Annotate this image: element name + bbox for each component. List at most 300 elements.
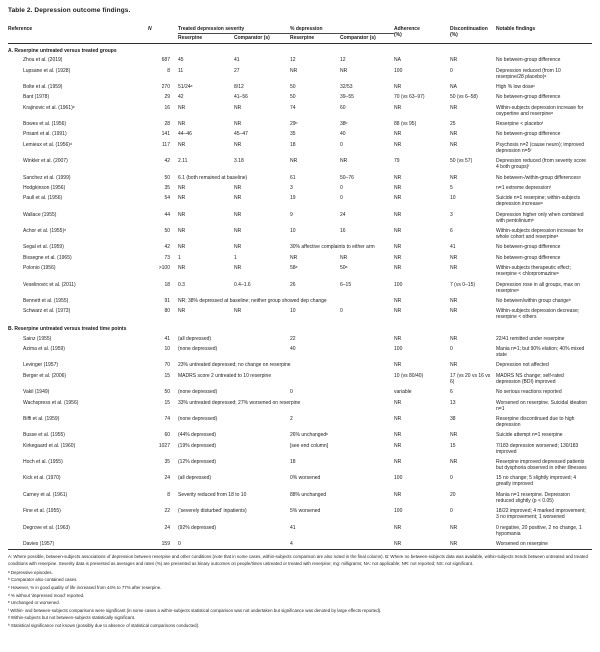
reference-cell: Biffi et al. (1959) [23, 415, 60, 422]
depression-comparator-cell: 60 [340, 104, 346, 111]
n-cell: 80 [164, 308, 170, 315]
findings-cell: Worsened on reserpine. Suicidal ideation n=1 [496, 399, 588, 412]
reference-cell: Bolte et al. (1959) [23, 83, 63, 90]
severity-reserpine-cell: (all depressed) [178, 335, 212, 342]
findings-cell: Reserpine discontinued due to high depression [496, 415, 575, 428]
discontinuation-cell: NR [450, 432, 458, 439]
severity-reserpine-cell: NR [178, 308, 186, 315]
discontinuation-cell: 20 [450, 491, 456, 498]
table-row [8, 539, 592, 550]
discontinuation-cell: NR [450, 131, 458, 138]
discontinuation-cell: 41 [450, 244, 456, 251]
severity-reserpine-cell: (none depressed) [178, 346, 218, 353]
section-row [8, 323, 592, 334]
discontinuation-cell: 25 [450, 121, 456, 128]
severity-reserpine-cell: MADRS score 2 untreated to 10 reserpine [178, 372, 272, 379]
severity-comparator-cell: NR [234, 228, 242, 235]
depression-comparator-cell: 50ᵃ [340, 265, 348, 272]
discontinuation-cell: 3 [450, 211, 453, 218]
table-row [8, 360, 592, 370]
reference-cell: Kirkegaard et al. (1960) [23, 442, 76, 449]
discontinuation-cell: NR [450, 265, 458, 272]
data-table [8, 25, 592, 550]
footnote: ᶜ However, % in good quality of life increased from 44% to 77% after reserpine. [8, 585, 162, 590]
severity-comparator-cell: NR [234, 121, 242, 128]
reference-cell: Hoch et al. (1955) [23, 459, 63, 466]
col-depression-comparator: Comparator (s) [340, 34, 394, 44]
adherence-cell: 100 [394, 475, 403, 482]
n-cell: 41 [164, 335, 170, 342]
depression-comparator-cell: 6–15 [340, 281, 352, 288]
table-row [8, 441, 592, 457]
findings-cell: Suicide n=1 reserpine; within-subjects depression increaseᵃ [496, 195, 581, 208]
reference-cell: Krajinovic et al. (1961)ᵇ [23, 104, 75, 111]
severity-reserpine-cell: ('severely disturbed' inpatients) [178, 508, 247, 515]
reference-cell: Segal et al. (1959) [23, 244, 64, 251]
findings-cell: MADRS NS change; self-rated depression (BDI) improved [496, 372, 564, 385]
adherence-cell: 100 [394, 508, 403, 515]
n-cell: 15 [164, 372, 170, 379]
findings-cell: 0 negative, 20 positive, 2 no change, 1 hypomania [496, 524, 582, 537]
adherence-cell: NR [394, 141, 402, 148]
discontinuation-cell: 17 (vs 20 vs 16 vs 6) [450, 372, 491, 385]
discontinuation-cell: NR [450, 459, 458, 466]
findings-cell: Suicide attempt n=1 reserpine [496, 432, 563, 439]
depression-reserpine-cell: NR [290, 158, 298, 165]
discontinuation-cell: 5 [450, 184, 453, 191]
table-row [8, 156, 592, 172]
depression-comparator-cell: NR [340, 254, 348, 261]
depression-reserpine-cell: 4 [290, 540, 293, 547]
n-cell: 117 [162, 141, 170, 148]
adherence-cell: NR [394, 399, 402, 406]
reference-cell: Achor et al. (1955)ᵈ [23, 228, 67, 235]
severity-reserpine-cell: 0.3 [178, 281, 185, 288]
depression-comparator-cell: 24 [340, 211, 346, 218]
severity-reserpine-cell: 45 [178, 57, 184, 64]
depression-reserpine-cell: NR [290, 67, 298, 74]
severity-comparator-cell: 41 [234, 57, 240, 64]
discontinuation-cell: NA [450, 83, 457, 90]
discontinuation-cell: 15 [450, 442, 456, 449]
discontinuation-cell: NR [450, 540, 458, 547]
table-row [8, 103, 592, 119]
footnote: ᵇ Comparator also contained cases. [8, 577, 78, 583]
section-label: B. Reserpine untreated versus treated time points [8, 326, 127, 332]
findings-cell: Within-subjects depression increase for whole cohort and reserpineᵃ [496, 228, 584, 241]
adherence-cell: 100 [394, 346, 403, 353]
adherence-cell: NR [394, 104, 402, 111]
adherence-cell: NR [394, 442, 402, 449]
adherence-cell: NR [394, 174, 402, 181]
severity-reserpine-cell: NR; 38% depressed at baseline; neither group showed dep change [178, 297, 327, 304]
table-row [8, 226, 592, 242]
reference-cell: Lupsane et al. (1928) [23, 67, 71, 74]
findings-cell: 18/22 improved; 4 marked improvement; 3 no improvement; 1 worsened [496, 508, 586, 521]
table-row [8, 129, 592, 139]
table-row [8, 140, 592, 156]
findings-cell: 22/41 remitted under reserpine [496, 335, 565, 342]
discontinuation-cell: 0 [450, 67, 453, 74]
table-row [8, 279, 592, 295]
adherence-cell: NR [394, 244, 402, 251]
severity-reserpine-cell: 11 [178, 67, 184, 74]
footnote: ᶠ Within- and between-subjects comparisons were significant (in some cases a within-subjects statistical comparison was not undertaken but significance was denoted by large effects reported). [8, 607, 382, 613]
depression-reserpine-cell: 2 [290, 415, 293, 422]
col-group-depression: % depression [290, 25, 394, 34]
reference-cell: Polonio (1956) [23, 265, 56, 272]
n-cell: 91 [164, 297, 170, 304]
adherence-cell: NR [394, 184, 402, 191]
severity-reserpine-cell: (none depressed) [178, 389, 218, 396]
col-severity-comparator: Comparator (s) [234, 34, 290, 44]
col-adherence [394, 25, 450, 44]
reference-cell: Bowes et al. (1956) [23, 121, 67, 128]
table-row [8, 82, 592, 92]
findings-cell: Reserpine < placeboᶠ [496, 121, 544, 128]
depression-reserpine-cell: 18 [290, 141, 296, 148]
depression-reserpine-cell: 58ᵃ [290, 265, 298, 272]
adherence-cell: 100 [394, 281, 403, 288]
depression-comparator-cell: 32/53 [340, 83, 353, 90]
severity-reserpine-cell: NR [178, 104, 186, 111]
severity-reserpine-cell: 2.11 [178, 158, 188, 165]
discontinuation-cell: 6 [450, 228, 453, 235]
discontinuation-cell: NR [450, 141, 458, 148]
reference-cell: Degrove et al. (1963) [23, 524, 70, 531]
section-label: A. Reserpine untreated versus treated groups [8, 47, 117, 54]
severity-comparator-cell: NR [234, 265, 242, 272]
discontinuation-cell: NR [450, 104, 458, 111]
discontinuation-cell: NR [450, 308, 458, 315]
findings-cell: Depression not affected [496, 362, 549, 369]
severity-reserpine-cell: NR [178, 184, 186, 191]
adherence-cell: NR [394, 362, 402, 369]
depression-reserpine-cell: 0 [290, 389, 293, 396]
n-cell: 44 [164, 211, 170, 218]
table-row [8, 522, 592, 538]
col-depression-reserpine: Reserpine [290, 34, 340, 44]
adherence-cell: 79 [394, 158, 400, 165]
table-row [8, 397, 592, 413]
discontinuation-cell: 38 [450, 415, 456, 422]
discontinuation-cell: NR [450, 524, 458, 531]
n-cell: 50 [164, 389, 170, 396]
table-row [8, 344, 592, 360]
severity-reserpine-cell: NR [178, 265, 186, 272]
table-row [8, 242, 592, 252]
severity-reserpine-cell: (44% depressed) [178, 432, 217, 439]
severity-reserpine-cell: 6.1 (both remained at baseline) [178, 174, 248, 181]
severity-comparator-cell: 41–56 [234, 94, 248, 101]
footnote: ᵈ % without 'depressed mood' reported. [8, 592, 85, 598]
discontinuation-cell: 50 (vs 6–58) [450, 94, 478, 101]
n-cell: 42 [164, 158, 170, 165]
severity-comparator-cell: 3.18 [234, 158, 244, 165]
depression-reserpine-cell: NR [290, 254, 298, 261]
reference-cell: Bennett et al. (1955) [23, 297, 69, 304]
n-cell: 18 [164, 281, 170, 288]
n-cell: 141 [161, 131, 170, 138]
n-cell: 35 [164, 459, 170, 466]
n-cell: 159 [161, 540, 170, 547]
depression-comparator-cell: 50–76 [340, 174, 354, 181]
n-cell: 29 [164, 94, 170, 101]
table-row [8, 506, 592, 522]
adherence-cell: NR [394, 540, 402, 547]
findings-cell: No between/within group changeʰ [496, 297, 571, 304]
reference-cell: Wallace (1955) [23, 211, 57, 218]
depression-comparator-cell: NR [340, 158, 348, 165]
table-row [8, 183, 592, 193]
table-row [8, 193, 592, 209]
depression-reserpine-cell: 19 [290, 195, 296, 202]
depression-reserpine-cell: 26% unchangedᵉ [290, 432, 329, 439]
findings-cell: Psychosis n=2 (cause neuro); improved depression n=5ᶠ [496, 141, 584, 154]
discontinuation-cell: NR [450, 174, 458, 181]
findings-cell: Reserpine improved depressed patients but dysphoria observed in other illnesses [496, 459, 587, 472]
findings-cell: Mania n=1; but 90% elation; 40% mixed state [496, 346, 585, 359]
findings-cell: Within-subjects therapeutic effect; reserpine < chlorpromazineᵃ [496, 265, 571, 278]
reference-cell: Levinger (1957) [23, 362, 59, 369]
table-row [8, 387, 592, 397]
depression-reserpine-cell: 61 [290, 174, 296, 181]
reference-cell: Lemieux et al. (1956)ᵈ [23, 141, 72, 148]
n-cell: 270 [161, 83, 170, 90]
table-row [8, 473, 592, 489]
reference-cell: Fine et al. (1955) [23, 508, 61, 515]
discontinuation-cell: NR [450, 362, 458, 369]
severity-comparator-cell: NR [234, 211, 242, 218]
adherence-cell: NR [394, 308, 402, 315]
n-cell: 687 [161, 57, 170, 64]
reference-cell: Bant (1978) [23, 94, 50, 101]
reference-cell: Davies (1957) [23, 540, 55, 547]
discontinuation-cell: NR [450, 57, 458, 64]
findings-cell: Worsened on reserpine [496, 540, 548, 547]
table-row [8, 430, 592, 440]
severity-reserpine-cell: (12% depressed) [178, 459, 217, 466]
col-discontinuation-label: Discontinuation (%) [450, 26, 488, 38]
reference-cell: Berger et al. (2006) [23, 372, 67, 379]
depression-comparator-cell: NR [340, 67, 348, 74]
n-cell: 70 [164, 362, 170, 369]
adherence-cell: 100 [394, 67, 403, 74]
findings-cell: Within-subjects depression decrease; reserpine < others [496, 308, 580, 321]
findings-cell: 15 no change; 5 slightly improved; 4 greatly improved [496, 475, 577, 488]
reference-cell: Busse et al. (1955) [23, 432, 65, 439]
reference-cell: Paull et al. (1956) [23, 195, 63, 202]
table-row [8, 490, 592, 506]
severity-reserpine-cell: 0 [178, 540, 181, 547]
footnote: ᵃ Depressive episodes. [8, 569, 53, 575]
adherence-cell: NR [394, 432, 402, 439]
reference-cell: Vakil (1949) [23, 389, 50, 396]
adherence-cell: NR [394, 459, 402, 466]
table-row [8, 210, 592, 226]
col-findings: Notable findings [496, 25, 592, 44]
n-cell: 22 [164, 508, 170, 515]
reference-cell: Kick et al. (1970) [23, 475, 61, 482]
findings-cell: Mania n=1 reserpine. Depression reduced slightly (p < 0.05) [496, 491, 570, 504]
findings-cell: No between-group difference [496, 94, 561, 101]
depression-comparator-cell: 0 [340, 195, 343, 202]
n-cell: 1027 [158, 442, 170, 449]
severity-reserpine-cell: 51/24ᵃ [178, 83, 193, 90]
depression-reserpine-cell: 3 [290, 184, 293, 191]
depression-reserpine-cell: 35 [290, 131, 296, 138]
severity-reserpine-cell: (none depressed) [178, 415, 218, 422]
depression-reserpine-cell: 88% unchanged [290, 491, 327, 498]
reference-cell: Azima et al. (1959) [23, 346, 65, 353]
discontinuation-cell: 0 [450, 508, 453, 515]
depression-reserpine-cell: 0% worsened [290, 475, 321, 482]
reference-cell: Prisant et al. (1991) [23, 131, 67, 138]
findings-cell: No serious reactions reported [496, 389, 562, 396]
discontinuation-cell: 0 [450, 475, 453, 482]
findings-cell: Depression higher only when combined with pentoliniumᵇ [496, 211, 584, 224]
table-row [8, 119, 592, 129]
depression-comparator-cell: 38ᵇ [340, 121, 348, 128]
findings-cell: 7/183 depression worsened; 130/183 improved [496, 442, 579, 455]
table-row [8, 457, 592, 473]
severity-reserpine-cell: 42 [178, 94, 184, 101]
severity-comparator-cell: NR [234, 141, 242, 148]
discontinuation-cell: 10 [450, 195, 456, 202]
reference-cell: Hodgkinson (1956) [23, 184, 66, 191]
severity-comparator-cell: NR [234, 184, 242, 191]
findings-cell: No between-group difference [496, 57, 561, 64]
n-cell: 42 [164, 244, 170, 251]
severity-reserpine-cell: NR [178, 141, 186, 148]
depression-comparator-cell: 0 [340, 308, 343, 315]
depression-comparator-cell: 0 [340, 141, 343, 148]
n-cell: 24 [164, 524, 170, 531]
adherence-cell: NR [394, 211, 402, 218]
severity-comparator-cell: 45–47 [234, 131, 248, 138]
adherence-cell: 70 (vs 63–97) [394, 94, 425, 101]
findings-cell: No between-group difference [496, 131, 561, 138]
depression-reserpine-cell: 30% affective complaints to either arm [290, 244, 375, 251]
depression-comparator-cell: 16 [340, 228, 346, 235]
discontinuation-cell: NR [450, 335, 458, 342]
severity-reserpine-cell: NR [178, 121, 186, 128]
findings-cell: No between-group difference [496, 254, 561, 261]
reference-cell: Schwarz et al. (1973) [23, 308, 71, 315]
discontinuation-cell: 0 [450, 346, 453, 353]
adherence-cell: 88 (vs 95) [394, 121, 417, 128]
reference-cell: Sanchez et al. (1999) [23, 174, 71, 181]
adherence-cell: NA [394, 57, 401, 64]
depression-reserpine-cell: 74 [290, 104, 296, 111]
depression-reserpine-cell: 18 [290, 459, 296, 466]
severity-comparator-cell: NR [234, 244, 242, 251]
adherence-cell: NR [394, 228, 402, 235]
depression-comparator-cell: 12 [340, 57, 346, 64]
severity-comparator-cell: 27 [234, 67, 240, 74]
adherence-cell: 10 (vs 80/40) [394, 372, 424, 379]
n-cell: 15 [164, 399, 170, 406]
severity-reserpine-cell: 23% untreated depressed; no change on reserpine [178, 362, 291, 369]
adherence-cell: NR [394, 265, 402, 272]
discontinuation-cell: NR [450, 297, 458, 304]
n-cell: 35 [164, 184, 170, 191]
table-row [8, 253, 592, 263]
reference-cell: Veselinovic et al. (2011) [23, 281, 76, 288]
footnote: ʰ Statistical significance not known (possibly due to absence of statistical comparisons conducted). [8, 622, 200, 628]
table-header [8, 25, 592, 44]
n-cell: 8 [167, 491, 170, 498]
table-row [8, 371, 592, 387]
header-row-groups [8, 25, 592, 34]
footnote-main: A: Where possible, between-subjects associations of depression between reserpine and other conditions (note that in some cases, within-subjects comparison are also noted in the final column). B: Where no between-subjects data was available, within-subjects trends between untreated and treated conditions with reserpine. Severity data is presented as averages and rates (%) are presented as binary outcomes on people/times untreated or treated with reserpine; mg: milligrams; NA: not applicable; NR: not reported; NS: not significant. [8, 554, 588, 566]
discontinuation-cell: NR [450, 254, 458, 261]
findings-cell: Within-subjects depression increase for oxypertine and reserpineᵃ [496, 104, 584, 117]
footnotes [8, 554, 592, 629]
n-cell: 50 [164, 174, 170, 181]
col-n: N [148, 25, 178, 44]
adherence-cell: variable [394, 389, 412, 396]
findings-cell: High % low doseᶜ [496, 83, 536, 90]
n-cell: 10 [164, 346, 170, 353]
depression-comparator-cell: 40 [340, 131, 346, 138]
severity-comparator-cell: 1 [234, 254, 237, 261]
discontinuation-cell: 50 (vs 57) [450, 158, 473, 165]
section-row [8, 44, 592, 56]
severity-comparator-cell: NR [234, 195, 242, 202]
adherence-cell: NR [394, 335, 402, 342]
adherence-cell: NR [394, 83, 402, 90]
discontinuation-cell: 13 [450, 399, 456, 406]
depression-reserpine-cell: 29ᵇ [290, 121, 298, 128]
severity-comparator-cell: 0.4–1.6 [234, 281, 251, 288]
reference-cell: Sainz (1955) [23, 335, 52, 342]
severity-reserpine-cell: Severity reduced from 18 to 10 [178, 491, 247, 498]
adherence-cell: NR [394, 524, 402, 531]
table-body [8, 44, 592, 550]
depression-reserpine-cell: 10 [290, 228, 296, 235]
findings-cell: No between-group difference [496, 244, 561, 251]
adherence-cell: NR [394, 254, 402, 261]
findings-cell: Depression rose in all groups, max on reserpineᵃ [496, 281, 580, 294]
n-cell: 8 [167, 67, 170, 74]
reference-cell: Zhou et al. (2019) [23, 57, 63, 64]
findings-cell: n=1 extreme depressionᶠ [496, 184, 551, 191]
adherence-cell: NR [394, 491, 402, 498]
reference-cell: Wachspress et al. (1956) [23, 399, 79, 406]
severity-reserpine-cell: 33% untreated depressed; 27% worsened on reserpine [178, 399, 301, 406]
findings-cell: Depression reduced (from severity score 4 both groups)ᶠ [496, 158, 587, 171]
severity-reserpine-cell: 1 [178, 254, 181, 261]
col-severity-reserpine: Reserpine [178, 34, 234, 44]
depression-reserpine-cell: 41 [290, 524, 296, 531]
n-cell: 24 [164, 475, 170, 482]
table-row [8, 334, 592, 344]
severity-reserpine-cell: (all depressed) [178, 475, 212, 482]
depression-reserpine-cell: 50 [290, 83, 296, 90]
n-cell: 73 [164, 254, 170, 261]
adherence-cell: NR [394, 195, 402, 202]
depression-comparator-cell: 0 [340, 184, 343, 191]
col-discontinuation [450, 25, 496, 44]
depression-reserpine-cell: 5% worsened [290, 508, 321, 515]
severity-comparator-cell: NR [234, 104, 242, 111]
n-cell: 50 [164, 228, 170, 235]
n-cell: 16 [164, 104, 170, 111]
col-group-severity: Treated depression severity [178, 25, 290, 34]
severity-reserpine-cell: (19% depressed) [178, 442, 217, 449]
findings-cell: No between-/within-group differencesᵍ [496, 174, 581, 181]
